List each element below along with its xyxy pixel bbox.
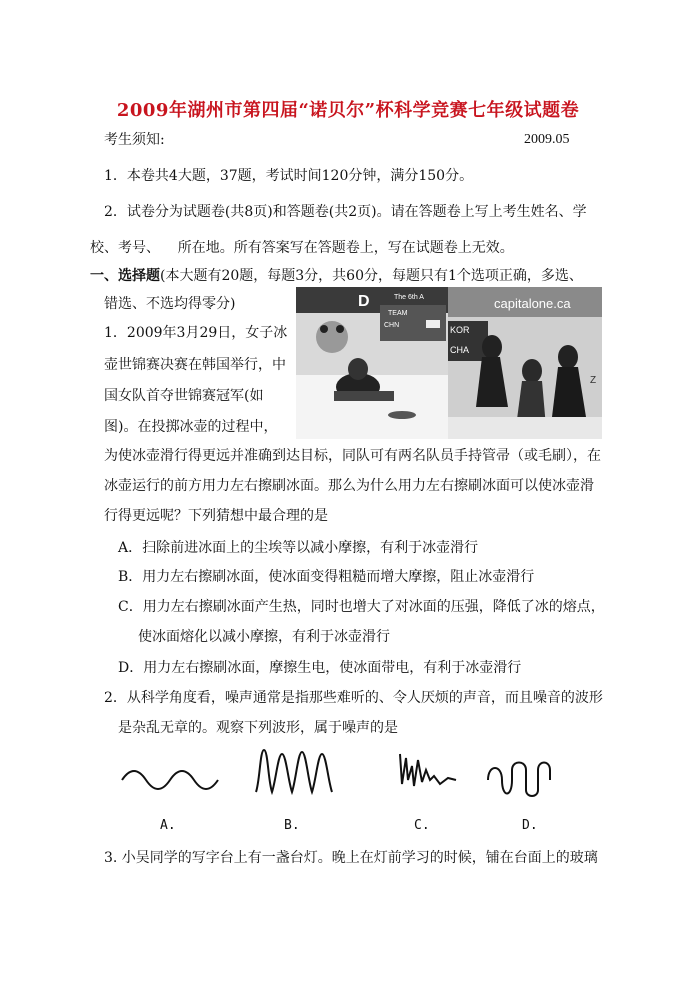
q1-option-c-cont: 使冰面熔化以减小摩擦，有利于冰壶滑行: [138, 629, 390, 645]
section-1-desc: (本大题有20题，每题3分，共60分，每题只有1个选项正确，多选、: [160, 268, 583, 284]
wave-c: [400, 754, 456, 786]
photo-chn-label: CHN: [384, 322, 400, 329]
wave-a: [122, 771, 218, 789]
photo-banner: The 6th A: [394, 294, 424, 301]
photo-badge: D: [358, 293, 370, 310]
section-1-desc-cont: 错选、不选均得零分): [104, 296, 236, 312]
q1-line-4: 图)。在投掷冰壶的过程中，: [104, 419, 278, 435]
section-1-title: 一、选择题: [90, 268, 160, 284]
photo-sponsor: capitalone.ca: [494, 296, 571, 311]
q1-line-7: 行得更远呢？下列猜想中最合理的是: [104, 508, 328, 524]
waveform-figures: [110, 740, 570, 810]
notice-label: 考生须知:: [104, 132, 165, 148]
curling-photo: [296, 287, 602, 439]
wave-b: [256, 750, 332, 792]
wave-d: [488, 763, 550, 797]
q1-line-2: 壶世锦赛决赛在韩国举行，中: [104, 357, 286, 373]
q1-option-a: A．扫除前进冰面上的尘埃等以减小摩擦，有利于冰壶滑行: [118, 540, 479, 556]
wave-label-c: C.: [414, 818, 430, 833]
wave-label-b: B.: [284, 818, 300, 833]
q1-line-6: 冰壶运行的前方用力左右擦刷冰面。那么为什么用力左右擦刷冰面可以使冰壶滑: [104, 478, 594, 494]
q1-line-5: 为使冰壶滑行得更远并准确到达目标，同队可有两名队员手持管帚（或毛刷），在: [104, 448, 601, 464]
rule-2: 2．试卷分为试题卷(共8页)和答题卷(共2页)。请在答题卷上写上考生姓名、学: [104, 204, 587, 220]
q1-line-3: 国女队首夺世锦赛冠军(如: [104, 388, 264, 404]
q3-line-1: 3. 小吴同学的写字台上有一盏台灯。晚上在灯前学习的时候，铺在台面上的玻璃: [104, 850, 598, 866]
rule-2-cont: 校、考号、 所在地。所有答案写在答题卷上，写在试题卷上无效。: [90, 240, 514, 256]
wave-label-a: A.: [160, 818, 176, 833]
photo-cha-label: CHA: [450, 345, 470, 355]
q1-option-b: B．用力左右擦刷冰面，使冰面变得粗糙而增大摩擦，阻止冰壶滑行: [118, 569, 535, 585]
q2-line-1: 2．从科学角度看，噪声通常是指那些难听的、令人厌烦的声音，而且噪音的波形: [104, 690, 603, 706]
q1-option-c: C．用力左右擦刷冰面产生热，同时也增大了对冰面的压强，降低了冰的熔点，: [118, 599, 605, 615]
page-title: 2009年湖州市第四届“诺贝尔”杯科学竞赛七年级试题卷: [116, 100, 580, 121]
photo-kor-label: KOR: [450, 325, 470, 335]
rule-1: 1．本卷共4大题，37题，考试时间120分钟，满分150分。: [104, 168, 474, 184]
section-1-heading: [90, 266, 583, 286]
photo-z-label: Z: [590, 375, 597, 386]
notice-date: 2009.05: [524, 132, 570, 147]
q1-line-1: 1．2009年3月29日，女子冰: [104, 325, 288, 341]
curling-photo-graphic: [296, 287, 602, 439]
photo-team-label: TEAM: [388, 310, 408, 317]
wave-label-d: D.: [522, 818, 538, 833]
q1-option-d: D．用力左右擦刷冰面，摩擦生电，使冰面带电，有利于冰壶滑行: [118, 660, 522, 676]
q2-line-2: 是杂乱无章的。观察下列波形，属于噪声的是: [118, 720, 398, 736]
